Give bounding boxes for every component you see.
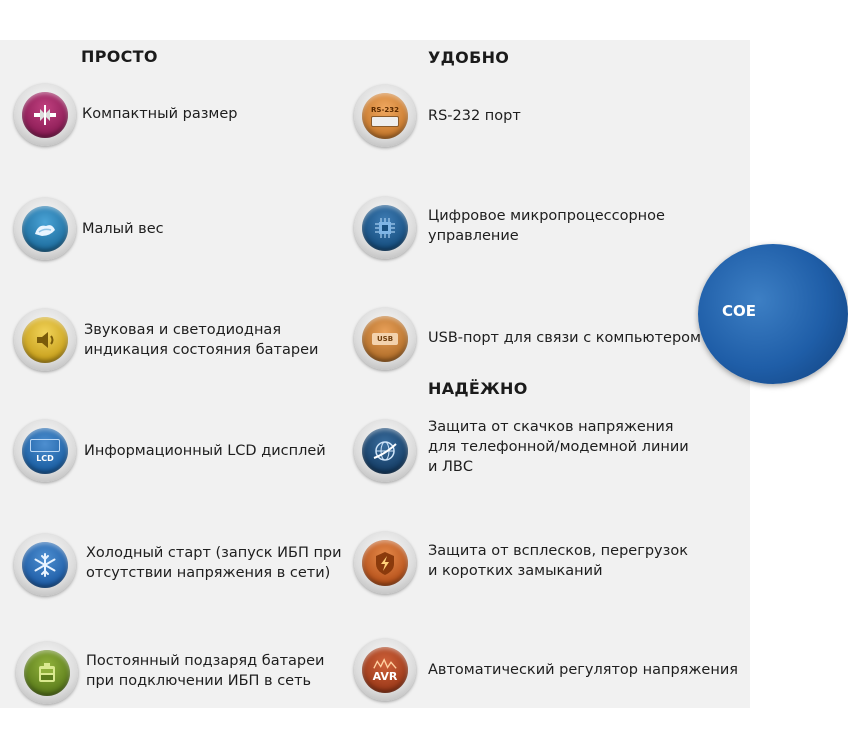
avr-icon-label: AVR	[372, 669, 398, 683]
snowflake-icon	[14, 534, 76, 596]
overload-protection-icon	[354, 532, 416, 594]
feature-microprocessor	[354, 197, 750, 259]
lcd-icon-label: LCD	[36, 454, 54, 463]
feature-label: Малый вес	[82, 221, 164, 237]
feature-usb	[354, 308, 701, 370]
feature-label: Цифровое микропроцессорное управление	[428, 208, 665, 244]
battery-charge-icon	[16, 642, 78, 704]
compact-size-icon	[14, 84, 76, 146]
feature-label: Постоянный подзаряд батареи при подключении ИБП в сеть	[86, 653, 325, 689]
microprocessor-icon	[354, 197, 416, 259]
feature-rs232	[354, 85, 521, 147]
feature-label: Холодный старт (запуск ИБП при отсутствии напряжения в сети)	[86, 545, 342, 581]
heading-convenient: УДОБНО	[428, 48, 510, 67]
avr-icon	[354, 639, 416, 701]
speaker-icon	[14, 309, 76, 371]
feature-label: RS-232 порт	[428, 108, 521, 124]
usb-icon-label: USB	[376, 335, 394, 343]
feature-label: Информационный LCD дисплей	[84, 443, 326, 459]
feature-cold-start	[14, 534, 342, 596]
lcd-display-icon	[14, 420, 76, 482]
usb-port-icon	[354, 308, 416, 370]
connection-badge	[698, 244, 848, 384]
rs232-icon-label: RS-232	[371, 105, 399, 114]
feature-avr	[354, 639, 738, 701]
feature-surge-protection	[354, 420, 689, 482]
feature-label: Автоматический регулятор напряжения	[428, 662, 738, 678]
feature-label: Защита от скачков напряжения для телефонной/модемной линии и ЛВС	[428, 419, 689, 475]
feature-lcd-display	[14, 420, 326, 482]
heading-reliable: НАДЁЖНО	[428, 379, 528, 398]
feature-label: Звуковая и светодиодная индикация состояния батареи	[84, 322, 319, 358]
feature-sound-led	[14, 309, 318, 371]
feature-light-weight	[14, 198, 164, 260]
heading-simple: ПРОСТО	[81, 47, 158, 66]
rs232-port-icon	[354, 85, 416, 147]
surge-protection-icon	[354, 420, 416, 482]
feature-label: Компактный размер	[82, 106, 238, 122]
connection-badge-text: СОЕ	[722, 302, 757, 320]
feature-compact-size	[14, 84, 238, 146]
feature-continuous-charge	[16, 642, 324, 704]
light-weight-icon	[14, 198, 76, 260]
feature-label: USB-порт для связи с компьютером	[428, 330, 701, 346]
feature-overload-protection	[354, 532, 688, 594]
feature-label: Защита от всплесков, перегрузок и коротких замыканий	[428, 543, 688, 579]
